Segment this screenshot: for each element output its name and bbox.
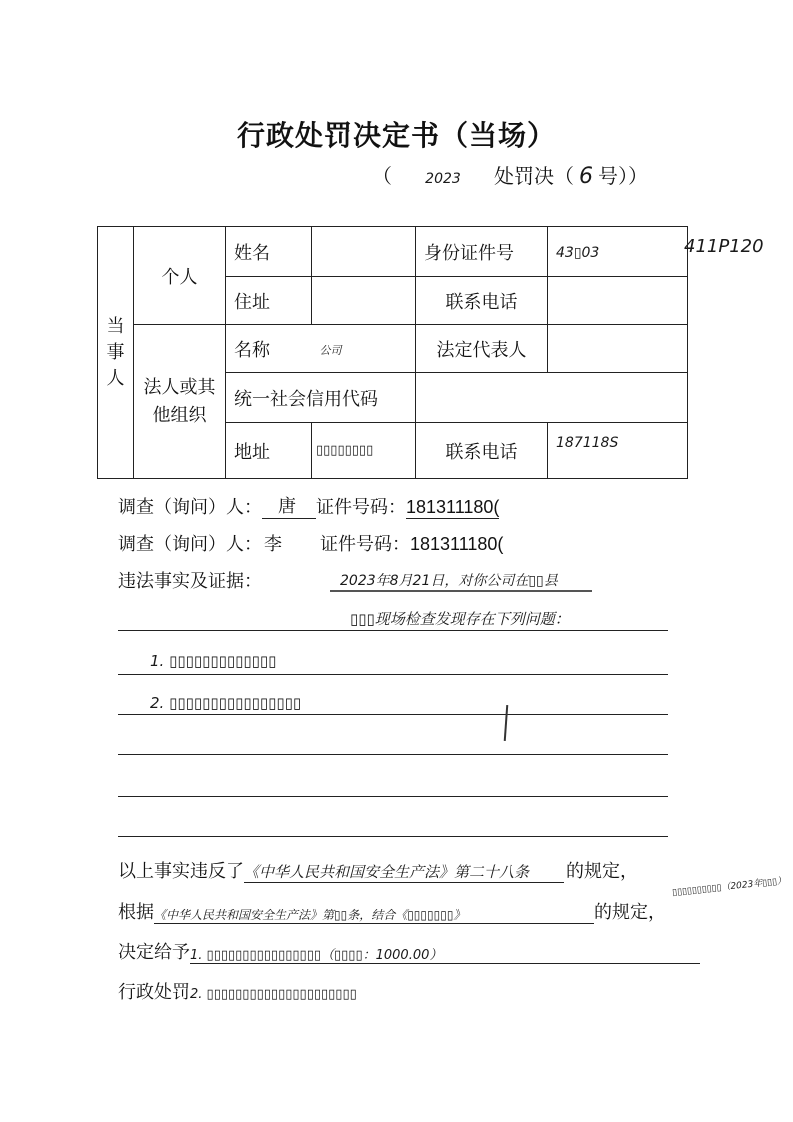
- violation-suffix: 的规定，: [566, 861, 638, 882]
- investigator-1-cert-no: 181311180(: [406, 497, 500, 517]
- violation-row: [118, 857, 638, 883]
- doc-open-paren: （: [372, 164, 392, 188]
- doc-year: 2023: [425, 171, 461, 187]
- legal-rep-label-cell: [416, 325, 548, 373]
- basis-row: [118, 898, 666, 924]
- decision-row-2: [118, 978, 357, 1004]
- violation-prefix: 以上事实违反了: [118, 861, 244, 882]
- credit-code-value-cell: [416, 373, 688, 423]
- decision-row: [118, 938, 700, 964]
- ink-mark: [504, 705, 509, 741]
- address-label-cell: [226, 277, 312, 325]
- org-phone-label-cell: [416, 423, 548, 479]
- party-label: 当事人: [106, 315, 125, 389]
- org-address-value: ▯▯▯▯▯▯▯▯: [316, 442, 374, 458]
- investigator-row-2: [118, 530, 503, 556]
- address-value-cell: [312, 277, 416, 325]
- facts-line-3: 1. ▯▯▯▯▯▯▯▯▯▯▯▯▯: [150, 652, 277, 670]
- investigator-2-label: 调查（询问）人：: [118, 534, 262, 555]
- basis-prefix: 根据: [118, 902, 154, 923]
- investigator-2-cert-label: 证件号码：: [320, 534, 410, 555]
- violation-law: 《中华人民共和国安全生产法》第二十八条: [244, 861, 564, 883]
- investigator-2-name: 李: [264, 534, 282, 555]
- party-table: [97, 226, 688, 479]
- credit-code-label: 统一社会信用代码: [234, 388, 378, 410]
- org-address-label-cell: [226, 423, 312, 479]
- id-value-cell: [548, 227, 688, 277]
- facts-line-1: 2023年8月21日，对你公司在▯▯县: [340, 573, 558, 589]
- org-phone-value-cell: [548, 423, 688, 479]
- basis-law: 《中华人民共和国安全生产法》第▯▯条，结合《▯▯▯▯▯▯▯》: [154, 906, 594, 924]
- investigator-1-name-field: [262, 492, 316, 519]
- doc-label: 处罚决（: [494, 164, 574, 188]
- doc-number-value: 6: [579, 164, 593, 189]
- org-phone-label: 联系电话: [445, 441, 518, 463]
- id-value-tail: 411P120: [684, 236, 764, 257]
- investigator-2-name-field: [262, 530, 320, 556]
- org-address-label: 地址: [234, 441, 270, 463]
- facts-line-4: 2. ▯▯▯▯▯▯▯▯▯▯▯▯▯▯▯▯: [150, 694, 302, 712]
- basis-suffix: 的规定，: [594, 902, 666, 923]
- decision-line-2: 2. ▯▯▯▯▯▯▯▯▯▯▯▯▯▯▯▯▯▯▯▯▯: [190, 987, 357, 1002]
- id-label: 身份证件号: [424, 242, 514, 264]
- basis-note: ▯▯▯▯▯▯▯▯▯▯（2023年▯▯▯）: [671, 876, 787, 899]
- id-label-cell: [416, 227, 548, 277]
- ruled-line-2: [118, 674, 668, 675]
- name-label-cell: [226, 227, 312, 277]
- individual-label: 个人: [161, 266, 198, 288]
- decision-prefix: 决定给予: [118, 942, 190, 963]
- id-value: 43▯03: [556, 245, 600, 261]
- party-label-cell: [98, 227, 134, 479]
- ruled-line-1: [118, 630, 668, 631]
- facts-line-2: ▯▯▯现场检查发现存在下列问题：: [350, 610, 570, 628]
- org-address-value-cell: [312, 423, 416, 479]
- decision-line-1: 1. ▯▯▯▯▯▯▯▯▯▯▯▯▯▯▯▯（▯▯▯▯：1000.00）: [190, 944, 700, 964]
- ruled-line-6: [118, 836, 668, 837]
- investigator-2-cert-no: 181311180(: [410, 534, 504, 554]
- org-name-label: 名称: [234, 339, 270, 361]
- investigator-row-1: [118, 492, 499, 519]
- facts-label: 违法事实及证据：: [118, 571, 262, 592]
- investigator-1-name: 唐: [278, 496, 296, 517]
- phone-label-cell: [416, 277, 548, 325]
- phone-value-cell: [548, 277, 688, 325]
- legal-rep-label: 法定代表人: [436, 339, 527, 361]
- ruled-line-3: [118, 714, 668, 715]
- doc-close-paren: 号））: [598, 164, 648, 188]
- credit-code-label-cell: [226, 373, 416, 423]
- legal-rep-value-cell: [548, 325, 688, 373]
- individual-label-cell: [134, 227, 226, 325]
- name-value-cell: [312, 227, 416, 277]
- org-phone-value: 187118S: [556, 435, 619, 451]
- org-name-value-cell: [312, 325, 416, 373]
- document-title: 行政处罚决定书（当场）: [236, 119, 556, 152]
- ruled-line-5: [118, 796, 668, 797]
- investigator-1-cert-label: 证件号码：: [316, 497, 406, 518]
- ruled-line-4: [118, 754, 668, 755]
- org-label-cell: [134, 325, 226, 479]
- investigator-1-label: 调查（询问）人：: [118, 497, 262, 518]
- org-name-label-cell: [226, 325, 312, 373]
- name-label: 姓名: [234, 242, 270, 264]
- org-name-value: 公司: [319, 344, 342, 357]
- address-label: 住址: [234, 291, 270, 313]
- decision-line2-prefix: 行政处罚: [118, 982, 190, 1003]
- phone-label: 联系电话: [445, 291, 518, 313]
- org-label: 法人或其他组织: [143, 376, 216, 426]
- facts-line-1-underline: [330, 590, 592, 592]
- document-number: [372, 160, 648, 189]
